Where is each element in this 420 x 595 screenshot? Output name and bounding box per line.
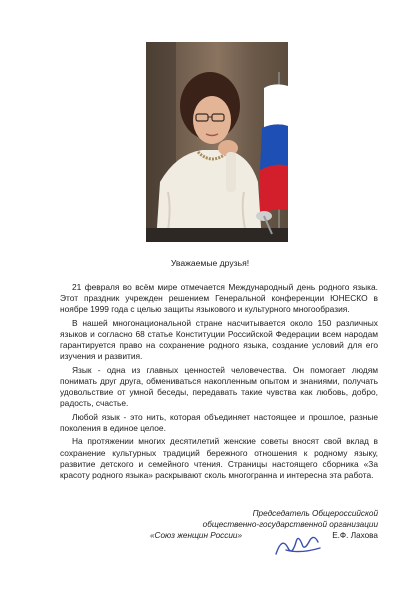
paragraph: 21 февраля во всём мире отмечается Международный день родного языка. Этот праздник учрежден решением Генеральной конференции ЮНЕСКО в ноябре 1999 года с целью защиты языкового и культурного многообразия. — [60, 282, 378, 315]
organization-name: «Союз женщин России» — [150, 531, 243, 540]
signature-title-line1: Председатель Общероссийской — [252, 509, 378, 518]
paragraph: Язык - одна из главных ценностей человечества. Он помогает людям понимать друг друга, обмениваться накопленным опытом и знаниями, получать удовольствие от умной беседы, передавать такие чувства как любовь, добро, радость, счастье. — [60, 364, 378, 409]
greeting-heading: Уважаемые друзья! — [170, 258, 250, 268]
flag-white — [264, 84, 288, 128]
letter-body — [60, 282, 378, 483]
flag-blue — [260, 124, 288, 170]
portrait-photo — [146, 42, 288, 242]
signer-name: Е.Ф. Лахова — [332, 531, 378, 540]
signature-block — [150, 508, 378, 541]
paragraph: На протяжении многих десятилетий женские советы вносят свой вклад в сохранение культурных традиций бережного отношения к родному языку, развитие детского и семейного чтения. Страницы настоящего сборника «За красоту родного языка» раскрывают сколь многогранна и интересна эта работа. — [60, 436, 378, 480]
signature-title-line2: общественно-государственной организации — [202, 520, 378, 529]
flag-red — [258, 165, 288, 214]
handwritten-signature — [272, 530, 324, 560]
paragraph: В нашей многонациональной стране насчитывается около 150 различных языков и согласно 68 статье Конституции Российской Федерации всем народам гарантируется право на сохранение родного языка, создание условий для его изучения и развития. — [60, 317, 378, 362]
signature-row — [150, 530, 378, 541]
paragraph: Любой язык - это нить, которая объединяет настоящее и прошлое, разные поколения в единое целое. — [60, 411, 378, 433]
